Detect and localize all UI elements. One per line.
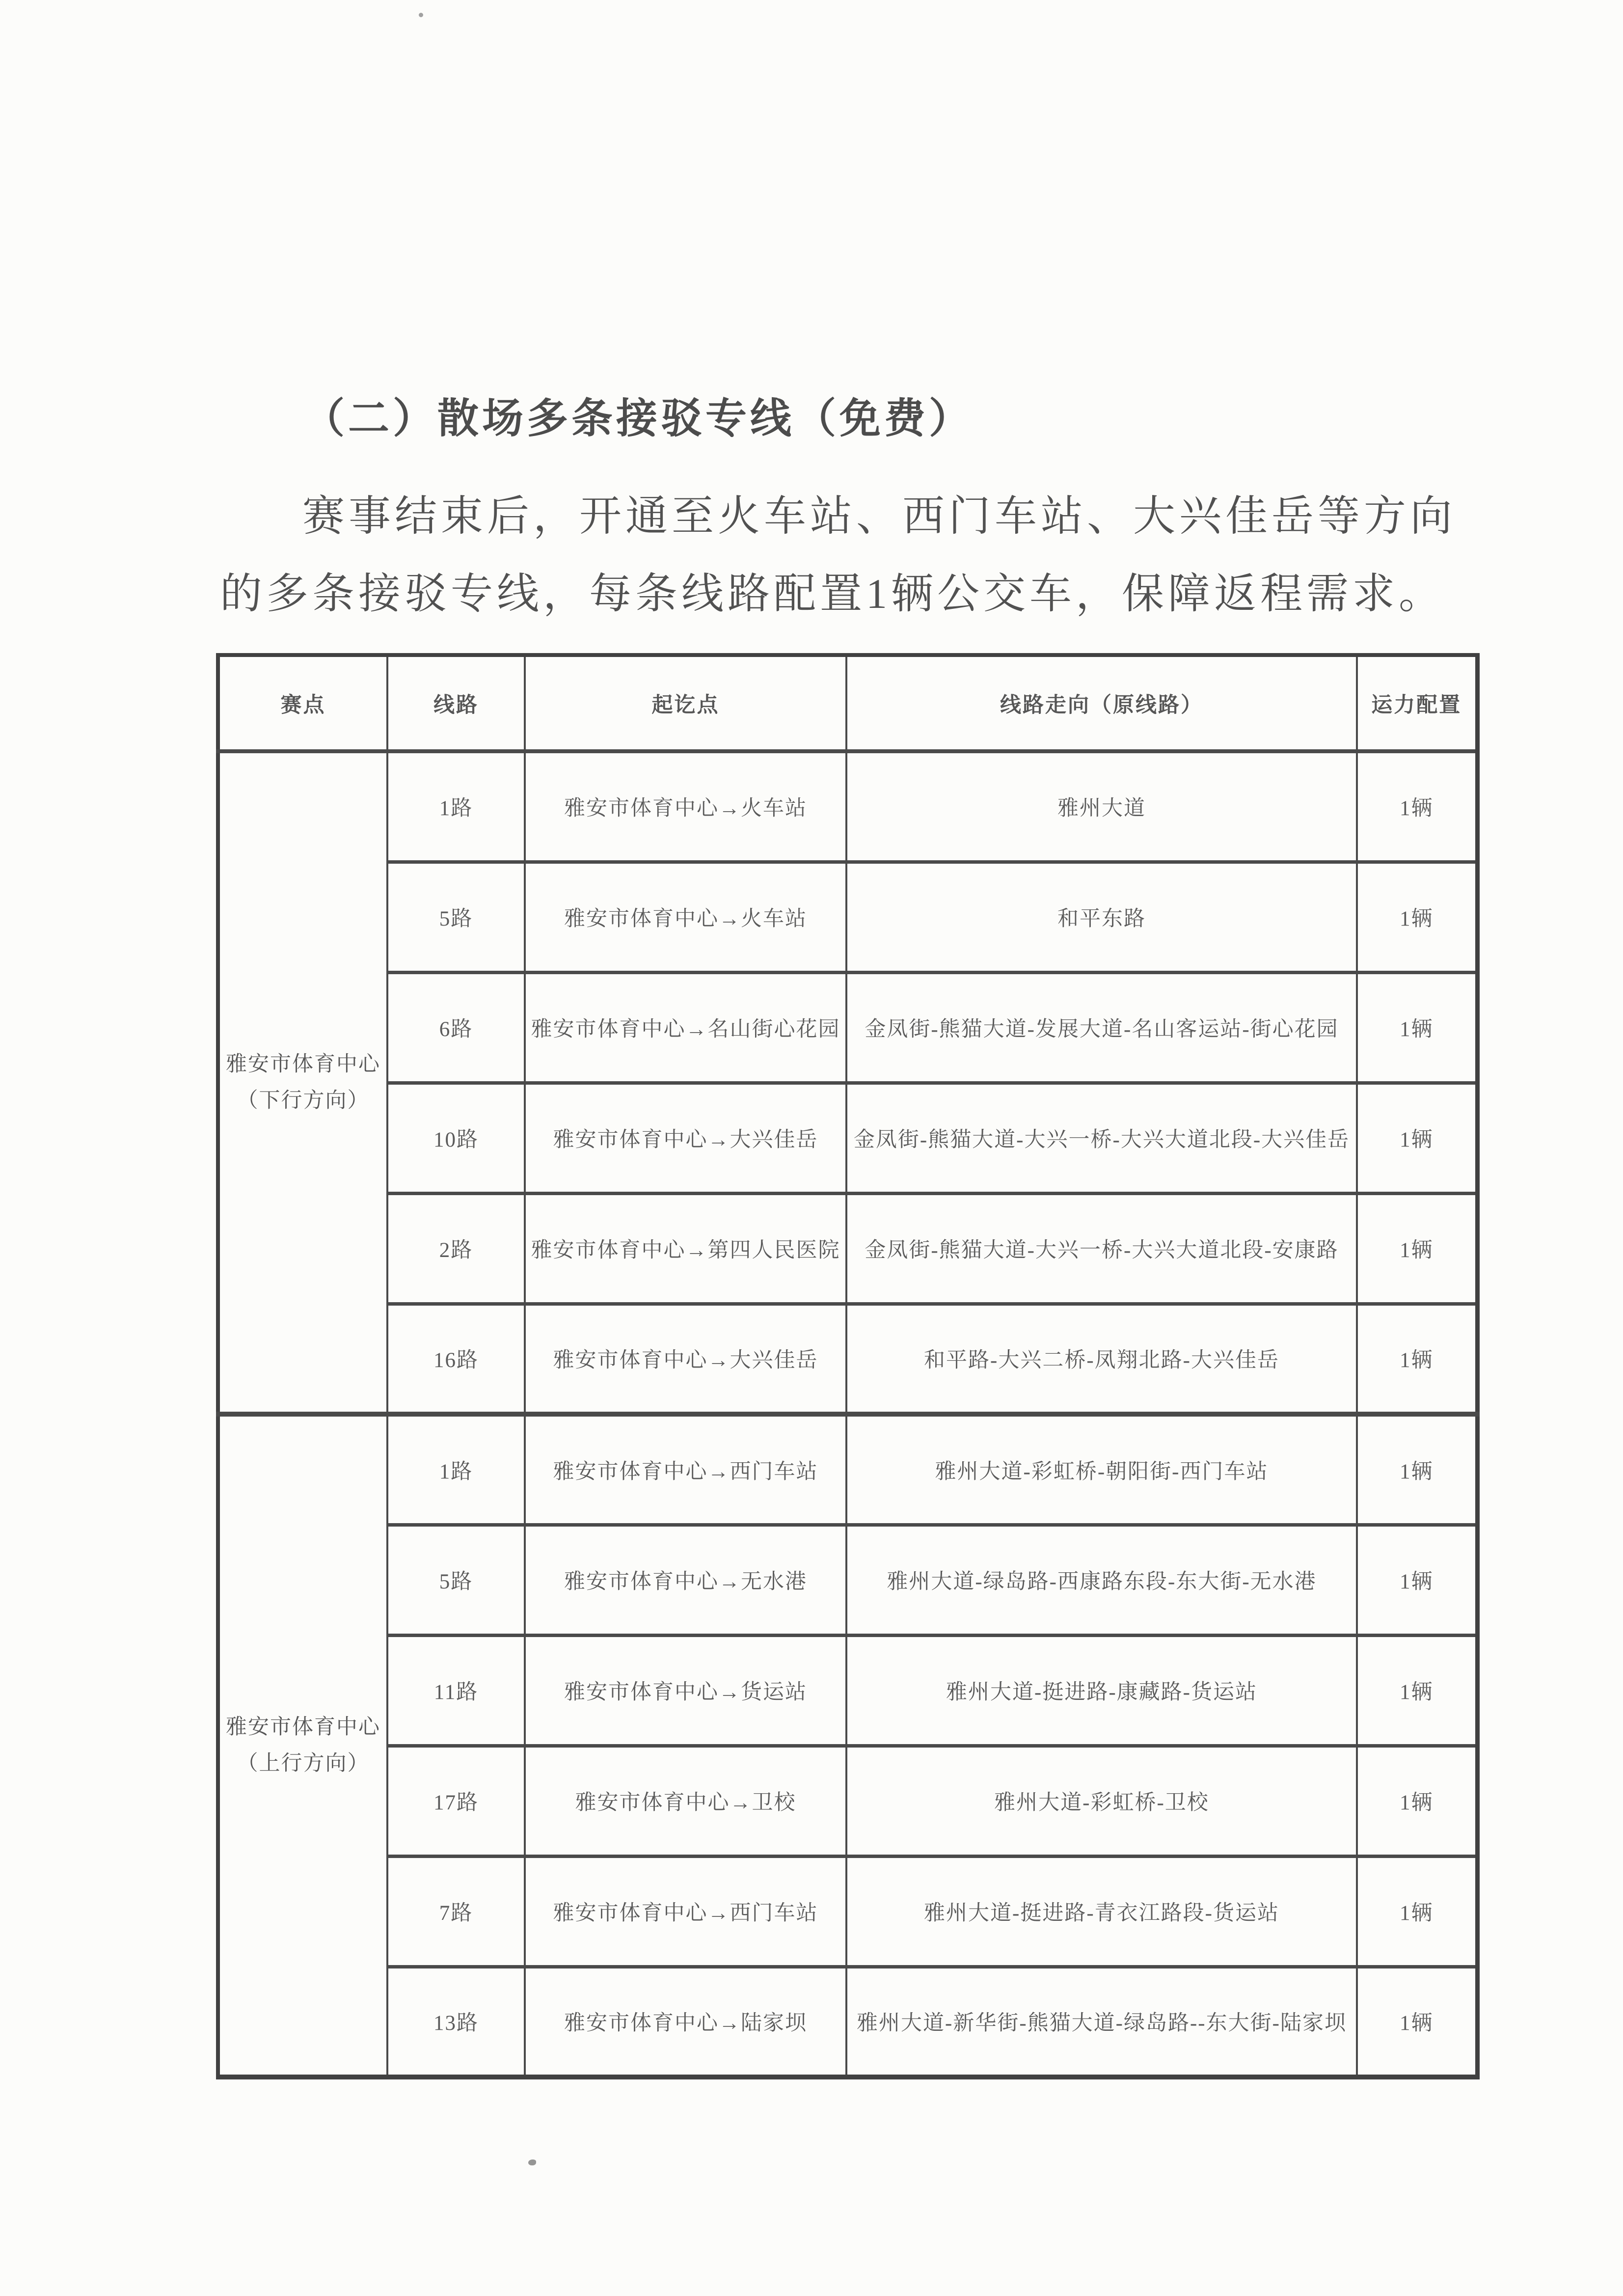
intro-paragraph-line-1: 赛事结束后，开通至火车站、西门车站、大兴佳岳等方向: [302, 492, 1456, 540]
table-row: [218, 862, 1477, 972]
line-cell: 5路: [387, 1525, 525, 1635]
capacity-cell: 1辆: [1357, 1304, 1477, 1414]
capacity-cell: 1辆: [1357, 751, 1477, 862]
table-row: [218, 1193, 1477, 1304]
od-cell: 雅安市体育中心→火车站: [525, 862, 846, 972]
route-cell: 雅州大道-挺进路-康藏路-货运站: [846, 1635, 1357, 1746]
line-cell: 2路: [387, 1193, 525, 1304]
table-row: [218, 1083, 1477, 1193]
intro-paragraph: [220, 477, 1462, 632]
col-header-od: 起讫点: [525, 655, 846, 751]
od-cell: 雅安市体育中心→卫校: [525, 1746, 846, 1856]
venue-cell-downbound: [218, 751, 387, 1414]
table-row: [218, 972, 1477, 1083]
route-cell: 雅州大道-彩虹桥-卫校: [846, 1746, 1357, 1856]
od-cell: 雅安市体育中心→无水港: [525, 1525, 846, 1635]
route-cell: 金凤街-熊猫大道-大兴一桥-大兴大道北段-安康路: [846, 1193, 1357, 1304]
line-cell: 5路: [387, 862, 525, 972]
route-cell: 金凤街-熊猫大道-发展大道-名山客运站-街心花园: [846, 972, 1357, 1083]
line-cell: 16路: [387, 1304, 525, 1414]
line-cell: 1路: [387, 1414, 525, 1525]
scan-speck: [528, 2159, 536, 2165]
line-cell: 10路: [387, 1083, 525, 1193]
route-cell: 金凤街-熊猫大道-大兴一桥-大兴大道北段-大兴佳岳: [846, 1083, 1357, 1193]
route-cell: 和平路-大兴二桥-凤翔北路-大兴佳岳: [846, 1304, 1357, 1414]
od-cell: 雅安市体育中心→货运站: [525, 1635, 846, 1746]
route-cell: 雅州大道: [846, 751, 1357, 862]
capacity-cell: 1辆: [1357, 1856, 1477, 1967]
od-cell: 雅安市体育中心→大兴佳岳: [525, 1304, 846, 1414]
od-cell: 雅安市体育中心→名山街心花园: [525, 972, 846, 1083]
scan-speck: [419, 13, 423, 17]
route-cell: 雅州大道-挺进路-青衣江路段-货运站: [846, 1856, 1357, 1967]
route-cell: 和平东路: [846, 862, 1357, 972]
table-row: [218, 1967, 1477, 2077]
venue-cell-upbound: [218, 1414, 387, 2077]
table-row: [218, 1414, 1477, 1525]
od-cell: 雅安市体育中心→火车站: [525, 751, 846, 862]
col-header-line: 线路: [387, 655, 525, 751]
line-cell: 1路: [387, 751, 525, 862]
od-cell: 雅安市体育中心→西门车站: [525, 1414, 846, 1525]
capacity-cell: 1辆: [1357, 1635, 1477, 1746]
route-cell: 雅州大道-绿岛路-西康路东段-东大街-无水港: [846, 1525, 1357, 1635]
capacity-cell: 1辆: [1357, 1746, 1477, 1856]
table-row: [218, 1525, 1477, 1635]
line-cell: 13路: [387, 1967, 525, 2077]
shuttle-routes-table: [216, 653, 1480, 2079]
capacity-cell: 1辆: [1357, 1414, 1477, 1525]
table-row: [218, 751, 1477, 862]
col-header-capacity: 运力配置: [1357, 655, 1477, 751]
capacity-cell: 1辆: [1357, 972, 1477, 1083]
venue-name: 雅安市体育中心: [226, 1052, 380, 1076]
col-header-route: 线路走向（原线路）: [846, 655, 1357, 751]
line-cell: 6路: [387, 972, 525, 1083]
col-header-venue: 赛点: [218, 655, 387, 751]
capacity-cell: 1辆: [1357, 1083, 1477, 1193]
route-cell: 雅州大道-新华街-熊猫大道-绿岛路--东大街-陆家坝: [846, 1967, 1357, 2077]
od-cell: 雅安市体育中心→西门车站: [525, 1856, 846, 1967]
table-header-row: [218, 655, 1477, 751]
line-cell: 7路: [387, 1856, 525, 1967]
od-cell: 雅安市体育中心→大兴佳岳: [525, 1083, 846, 1193]
line-cell: 11路: [387, 1635, 525, 1746]
table-row: [218, 1635, 1477, 1746]
route-cell: 雅州大道-彩虹桥-朝阳街-西门车站: [846, 1414, 1357, 1525]
od-cell: 雅安市体育中心→陆家坝: [525, 1967, 846, 2077]
venue-direction: （下行方向）: [237, 1089, 370, 1112]
intro-paragraph-line-2: 的多条接驳专线，每条线路配置1辆公交车，保障返程需求。: [220, 570, 1445, 617]
table-row: [218, 1856, 1477, 1967]
capacity-cell: 1辆: [1357, 862, 1477, 972]
table-row: [218, 1746, 1477, 1856]
capacity-cell: 1辆: [1357, 1967, 1477, 2077]
venue-name: 雅安市体育中心: [226, 1716, 380, 1739]
section-heading: （二）散场多条接驳专线（免费）: [303, 396, 974, 442]
table-row: [218, 1304, 1477, 1414]
line-cell: 17路: [387, 1746, 525, 1856]
capacity-cell: 1辆: [1357, 1525, 1477, 1635]
venue-direction: （上行方向）: [237, 1752, 370, 1775]
od-cell: 雅安市体育中心→第四人民医院: [525, 1193, 846, 1304]
capacity-cell: 1辆: [1357, 1193, 1477, 1304]
